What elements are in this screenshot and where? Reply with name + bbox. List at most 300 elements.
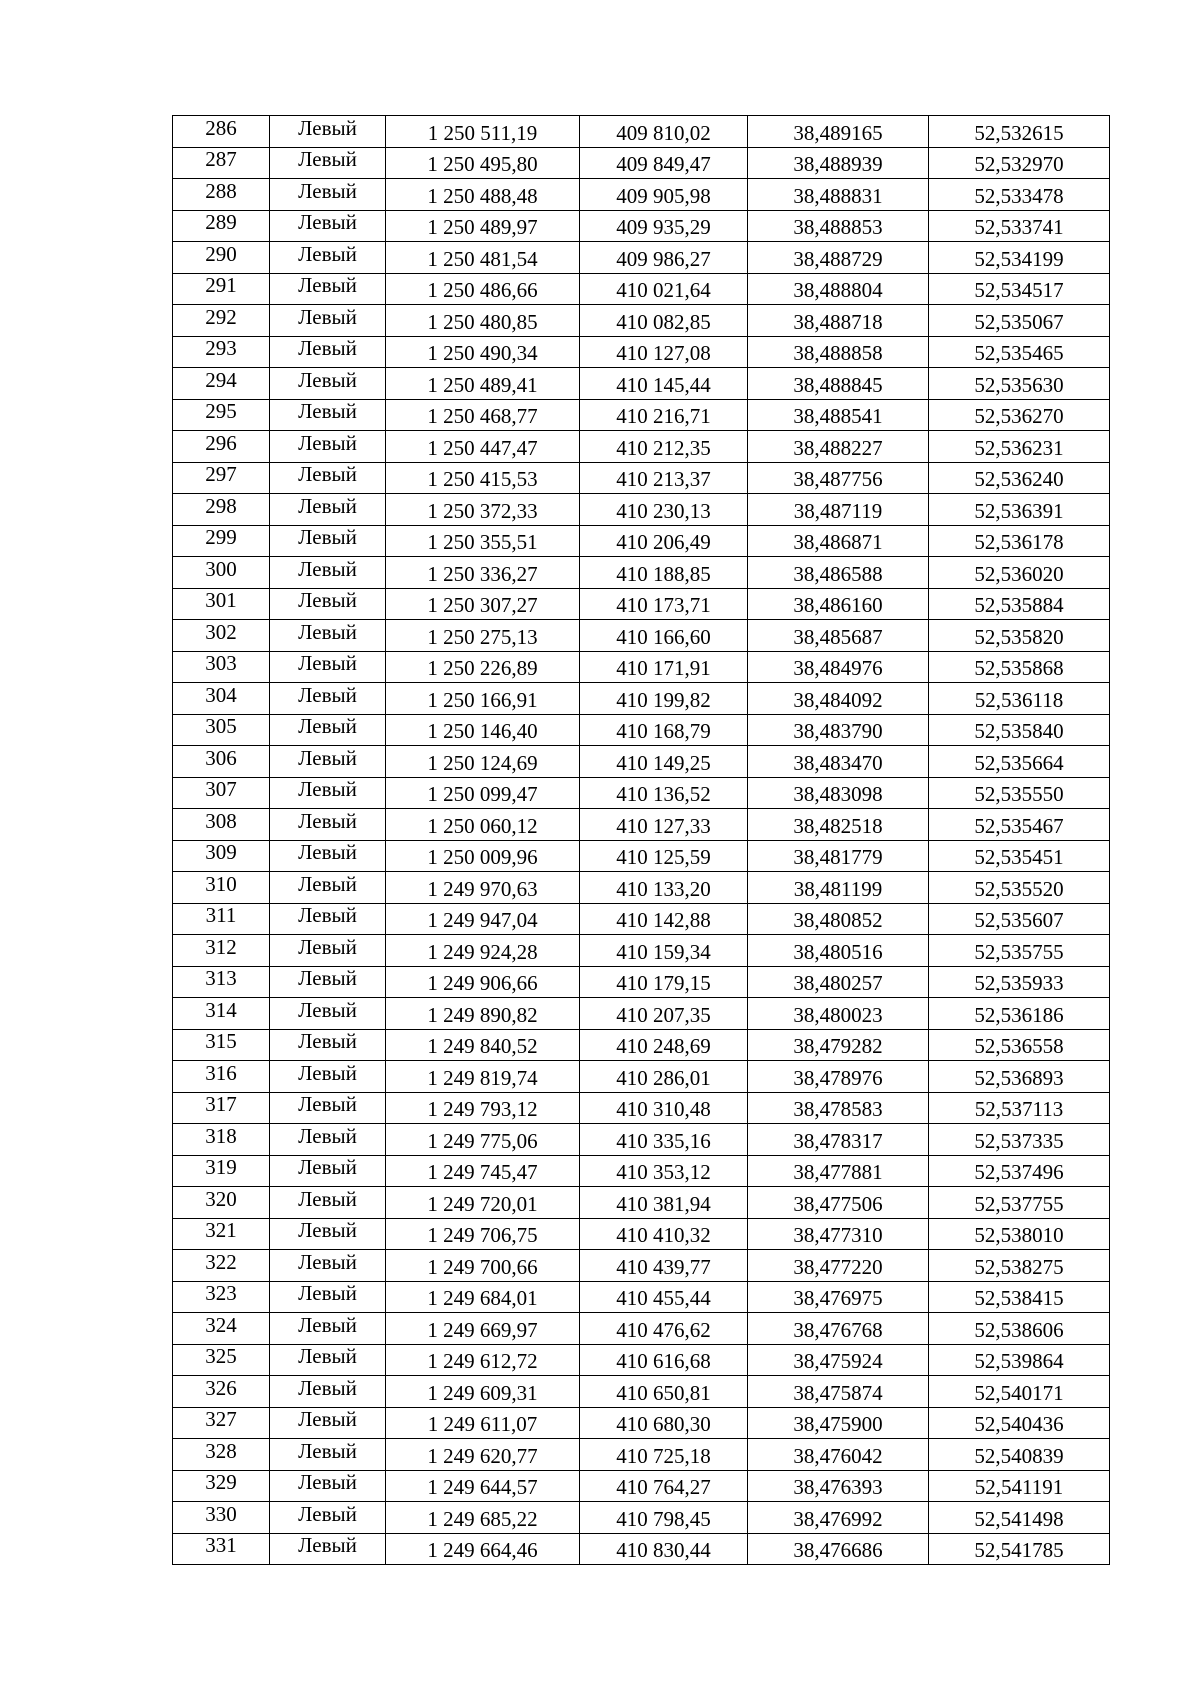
longitude-cell bbox=[748, 336, 929, 368]
cell-text: 320 bbox=[205, 1186, 237, 1211]
cell-text: Левый bbox=[298, 241, 357, 266]
point-number-cell bbox=[173, 368, 270, 400]
x-coordinate-cell bbox=[386, 903, 580, 935]
x-coordinate-cell bbox=[386, 336, 580, 368]
table-row bbox=[173, 336, 1110, 368]
cell-text: 38,488718 bbox=[793, 309, 883, 334]
cell-text: 1 249 720,01 bbox=[427, 1191, 538, 1216]
y-coordinate-cell bbox=[580, 210, 748, 242]
side-cell bbox=[270, 1407, 386, 1439]
cell-text: 38,481779 bbox=[793, 845, 883, 870]
table-row bbox=[173, 525, 1110, 557]
y-coordinate-cell bbox=[580, 1407, 748, 1439]
side-cell bbox=[270, 305, 386, 337]
side-cell bbox=[270, 1502, 386, 1534]
longitude-cell bbox=[748, 588, 929, 620]
cell-text: 410 410,32 bbox=[616, 1223, 711, 1248]
latitude-cell bbox=[929, 368, 1110, 400]
cell-text: 410 166,60 bbox=[616, 624, 711, 649]
side-cell bbox=[270, 809, 386, 841]
y-coordinate-cell bbox=[580, 1061, 748, 1093]
cell-text: 292 bbox=[205, 304, 237, 329]
longitude-cell bbox=[748, 179, 929, 211]
cell-text: 1 249 745,47 bbox=[427, 1160, 538, 1185]
point-number-cell bbox=[173, 242, 270, 274]
longitude-cell bbox=[748, 1187, 929, 1219]
cell-text: 410 455,44 bbox=[616, 1286, 711, 1311]
cell-text: 331 bbox=[205, 1533, 237, 1558]
latitude-cell bbox=[929, 1533, 1110, 1565]
longitude-cell bbox=[748, 1092, 929, 1124]
cell-text: Левый bbox=[298, 1375, 357, 1400]
longitude-cell bbox=[748, 1124, 929, 1156]
side-cell bbox=[270, 620, 386, 652]
cell-text: Левый bbox=[298, 1155, 357, 1180]
side-cell bbox=[270, 1029, 386, 1061]
table-row bbox=[173, 1092, 1110, 1124]
cell-text: Левый bbox=[298, 588, 357, 613]
side-cell bbox=[270, 1155, 386, 1187]
cell-text: 410 173,71 bbox=[616, 593, 711, 618]
table-row bbox=[173, 494, 1110, 526]
latitude-cell bbox=[929, 494, 1110, 526]
table-row bbox=[173, 1407, 1110, 1439]
point-number-cell bbox=[173, 1344, 270, 1376]
cell-text: 326 bbox=[205, 1375, 237, 1400]
cell-text: 410 830,44 bbox=[616, 1538, 711, 1563]
cell-text: 52,536240 bbox=[974, 467, 1064, 492]
latitude-cell bbox=[929, 462, 1110, 494]
longitude-cell bbox=[748, 1502, 929, 1534]
cell-text: 38,479282 bbox=[793, 1034, 883, 1059]
x-coordinate-cell bbox=[386, 305, 580, 337]
cell-text: 316 bbox=[205, 1060, 237, 1085]
cell-text: 38,476992 bbox=[793, 1506, 883, 1531]
side-cell bbox=[270, 872, 386, 904]
side-cell bbox=[270, 1439, 386, 1471]
latitude-cell bbox=[929, 620, 1110, 652]
y-coordinate-cell bbox=[580, 1029, 748, 1061]
longitude-cell bbox=[748, 651, 929, 683]
cell-text: 52,537335 bbox=[974, 1128, 1064, 1153]
cell-text: 315 bbox=[205, 1029, 237, 1054]
point-number-cell bbox=[173, 1470, 270, 1502]
cell-text: 38,486871 bbox=[793, 530, 883, 555]
cell-text: 410 171,91 bbox=[616, 656, 711, 681]
cell-text: 52,533741 bbox=[974, 215, 1064, 240]
cell-text: 304 bbox=[205, 682, 237, 707]
longitude-cell bbox=[748, 431, 929, 463]
cell-text: Левый bbox=[298, 1312, 357, 1337]
table-row bbox=[173, 651, 1110, 683]
cell-text: 1 250 009,96 bbox=[427, 845, 538, 870]
cell-text: 410 310,48 bbox=[616, 1097, 711, 1122]
cell-text: 317 bbox=[205, 1092, 237, 1117]
point-number-cell bbox=[173, 1124, 270, 1156]
cell-text: 38,480852 bbox=[793, 908, 883, 933]
table-row bbox=[173, 714, 1110, 746]
side-cell bbox=[270, 903, 386, 935]
cell-text: 410 798,45 bbox=[616, 1506, 711, 1531]
cell-text: 286 bbox=[205, 115, 237, 140]
point-number-cell bbox=[173, 1155, 270, 1187]
cell-text: 303 bbox=[205, 651, 237, 676]
x-coordinate-cell bbox=[386, 494, 580, 526]
x-coordinate-cell bbox=[386, 809, 580, 841]
point-number-cell bbox=[173, 1281, 270, 1313]
cell-text: 38,489165 bbox=[793, 120, 883, 145]
latitude-cell bbox=[929, 588, 1110, 620]
longitude-cell bbox=[748, 1029, 929, 1061]
y-coordinate-cell bbox=[580, 1092, 748, 1124]
table-row bbox=[173, 1281, 1110, 1313]
longitude-cell bbox=[748, 935, 929, 967]
latitude-cell bbox=[929, 840, 1110, 872]
cell-text: 410 168,79 bbox=[616, 719, 711, 744]
y-coordinate-cell bbox=[580, 1533, 748, 1565]
point-number-cell bbox=[173, 903, 270, 935]
cell-text: 38,488853 bbox=[793, 215, 883, 240]
cell-text: 308 bbox=[205, 808, 237, 833]
longitude-cell bbox=[748, 210, 929, 242]
y-coordinate-cell bbox=[580, 840, 748, 872]
cell-text: Левый bbox=[298, 966, 357, 991]
x-coordinate-cell bbox=[386, 1187, 580, 1219]
latitude-cell bbox=[929, 1092, 1110, 1124]
side-cell bbox=[270, 399, 386, 431]
coordinates-table-body bbox=[173, 116, 1110, 1565]
latitude-cell bbox=[929, 777, 1110, 809]
point-number-cell bbox=[173, 1502, 270, 1534]
point-number-cell bbox=[173, 210, 270, 242]
y-coordinate-cell bbox=[580, 777, 748, 809]
cell-text: 52,536178 bbox=[974, 530, 1064, 555]
cell-text: 1 249 700,66 bbox=[427, 1254, 538, 1279]
point-number-cell bbox=[173, 714, 270, 746]
longitude-cell bbox=[748, 1470, 929, 1502]
cell-text: 38,477220 bbox=[793, 1254, 883, 1279]
cell-text: 298 bbox=[205, 493, 237, 518]
side-cell bbox=[270, 462, 386, 494]
coordinates-table bbox=[172, 115, 1110, 1565]
table-row bbox=[173, 1218, 1110, 1250]
latitude-cell bbox=[929, 1313, 1110, 1345]
cell-text: 410 188,85 bbox=[616, 561, 711, 586]
longitude-cell bbox=[748, 966, 929, 998]
table-row bbox=[173, 935, 1110, 967]
longitude-cell bbox=[748, 777, 929, 809]
cell-text: 1 250 415,53 bbox=[427, 467, 538, 492]
y-coordinate-cell bbox=[580, 651, 748, 683]
cell-text: 305 bbox=[205, 714, 237, 739]
cell-text: Левый bbox=[298, 1407, 357, 1432]
longitude-cell bbox=[748, 1281, 929, 1313]
cell-text: 314 bbox=[205, 997, 237, 1022]
cell-text: 1 249 684,01 bbox=[427, 1286, 538, 1311]
x-coordinate-cell bbox=[386, 746, 580, 778]
cell-text: 293 bbox=[205, 336, 237, 361]
table-row bbox=[173, 903, 1110, 935]
cell-text: 38,488804 bbox=[793, 278, 883, 303]
cell-text: Левый bbox=[298, 1218, 357, 1243]
table-row bbox=[173, 1187, 1110, 1219]
point-number-cell bbox=[173, 179, 270, 211]
cell-text: 38,483790 bbox=[793, 719, 883, 744]
cell-text: 1 250 166,91 bbox=[427, 687, 538, 712]
side-cell bbox=[270, 336, 386, 368]
table-row bbox=[173, 1502, 1110, 1534]
side-cell bbox=[270, 1061, 386, 1093]
side-cell bbox=[270, 494, 386, 526]
cell-text: 287 bbox=[205, 147, 237, 172]
table-row bbox=[173, 1061, 1110, 1093]
cell-text: 1 249 620,77 bbox=[427, 1443, 538, 1468]
cell-text: 410 133,20 bbox=[616, 876, 711, 901]
x-coordinate-cell bbox=[386, 998, 580, 1030]
table-row bbox=[173, 1124, 1110, 1156]
y-coordinate-cell bbox=[580, 966, 748, 998]
latitude-cell bbox=[929, 431, 1110, 463]
latitude-cell bbox=[929, 242, 1110, 274]
table-row bbox=[173, 746, 1110, 778]
cell-text: 1 249 947,04 bbox=[427, 908, 538, 933]
longitude-cell bbox=[748, 525, 929, 557]
point-number-cell bbox=[173, 1376, 270, 1408]
cell-text: 38,476686 bbox=[793, 1538, 883, 1563]
latitude-cell bbox=[929, 1407, 1110, 1439]
cell-text: 52,538606 bbox=[974, 1317, 1064, 1342]
latitude-cell bbox=[929, 116, 1110, 148]
y-coordinate-cell bbox=[580, 494, 748, 526]
cell-text: Левый bbox=[298, 210, 357, 235]
cell-text: 52,536186 bbox=[974, 1002, 1064, 1027]
longitude-cell bbox=[748, 1218, 929, 1250]
table-row bbox=[173, 1376, 1110, 1408]
point-number-cell bbox=[173, 935, 270, 967]
cell-text: 52,534199 bbox=[974, 246, 1064, 271]
cell-text: 38,488858 bbox=[793, 341, 883, 366]
cell-text: 319 bbox=[205, 1155, 237, 1180]
cell-text: 52,535630 bbox=[974, 372, 1064, 397]
cell-text: 1 249 609,31 bbox=[427, 1380, 538, 1405]
longitude-cell bbox=[748, 872, 929, 904]
cell-text: 52,535664 bbox=[974, 750, 1064, 775]
x-coordinate-cell bbox=[386, 651, 580, 683]
longitude-cell bbox=[748, 273, 929, 305]
x-coordinate-cell bbox=[386, 1344, 580, 1376]
cell-text: 1 249 890,82 bbox=[427, 1002, 538, 1027]
cell-text: 409 810,02 bbox=[616, 120, 711, 145]
cell-text: 52,533478 bbox=[974, 183, 1064, 208]
latitude-cell bbox=[929, 1061, 1110, 1093]
y-coordinate-cell bbox=[580, 714, 748, 746]
latitude-cell bbox=[929, 998, 1110, 1030]
cell-text: 410 764,27 bbox=[616, 1475, 711, 1500]
cell-text: 52,535550 bbox=[974, 782, 1064, 807]
cell-text: 410 230,13 bbox=[616, 498, 711, 523]
x-coordinate-cell bbox=[386, 620, 580, 652]
point-number-cell bbox=[173, 116, 270, 148]
cell-text: 38,486160 bbox=[793, 593, 883, 618]
cell-text: Левый bbox=[298, 871, 357, 896]
table-row bbox=[173, 179, 1110, 211]
cell-text: 410 212,35 bbox=[616, 435, 711, 460]
latitude-cell bbox=[929, 714, 1110, 746]
cell-text: 409 905,98 bbox=[616, 183, 711, 208]
cell-text: 52,537755 bbox=[974, 1191, 1064, 1216]
x-coordinate-cell bbox=[386, 840, 580, 872]
longitude-cell bbox=[748, 116, 929, 148]
x-coordinate-cell bbox=[386, 1470, 580, 1502]
cell-text: 52,537113 bbox=[974, 1097, 1064, 1122]
cell-text: 410 207,35 bbox=[616, 1002, 711, 1027]
cell-text: Левый bbox=[298, 147, 357, 172]
cell-text: 38,482518 bbox=[793, 813, 883, 838]
cell-text: 52,536893 bbox=[974, 1065, 1064, 1090]
cell-text: 52,532970 bbox=[974, 152, 1064, 177]
side-cell bbox=[270, 1470, 386, 1502]
latitude-cell bbox=[929, 336, 1110, 368]
x-coordinate-cell bbox=[386, 431, 580, 463]
cell-text: 38,480516 bbox=[793, 939, 883, 964]
x-coordinate-cell bbox=[386, 1533, 580, 1565]
y-coordinate-cell bbox=[580, 1187, 748, 1219]
latitude-cell bbox=[929, 809, 1110, 841]
point-number-cell bbox=[173, 1407, 270, 1439]
cell-text: 38,476393 bbox=[793, 1475, 883, 1500]
point-number-cell bbox=[173, 966, 270, 998]
cell-text: 38,477506 bbox=[793, 1191, 883, 1216]
cell-text: Левый bbox=[298, 367, 357, 392]
table-row bbox=[173, 998, 1110, 1030]
cell-text: Левый bbox=[298, 1029, 357, 1054]
latitude-cell bbox=[929, 557, 1110, 589]
cell-text: 330 bbox=[205, 1501, 237, 1526]
y-coordinate-cell bbox=[580, 588, 748, 620]
latitude-cell bbox=[929, 1124, 1110, 1156]
cell-text: 52,540839 bbox=[974, 1443, 1064, 1468]
cell-text: 38,475900 bbox=[793, 1412, 883, 1437]
cell-text: Левый bbox=[298, 525, 357, 550]
longitude-cell bbox=[748, 494, 929, 526]
y-coordinate-cell bbox=[580, 1470, 748, 1502]
point-number-cell bbox=[173, 305, 270, 337]
x-coordinate-cell bbox=[386, 273, 580, 305]
cell-text: 38,486588 bbox=[793, 561, 883, 586]
latitude-cell bbox=[929, 872, 1110, 904]
side-cell bbox=[270, 368, 386, 400]
longitude-cell bbox=[748, 1250, 929, 1282]
cell-text: 321 bbox=[205, 1218, 237, 1243]
cell-text: Левый bbox=[298, 840, 357, 865]
x-coordinate-cell bbox=[386, 1250, 580, 1282]
cell-text: 1 250 060,12 bbox=[427, 813, 538, 838]
cell-text: 38,475874 bbox=[793, 1380, 883, 1405]
cell-text: 410 680,30 bbox=[616, 1412, 711, 1437]
cell-text: 323 bbox=[205, 1281, 237, 1306]
cell-text: 38,488729 bbox=[793, 246, 883, 271]
cell-text: Левый bbox=[298, 1186, 357, 1211]
x-coordinate-cell bbox=[386, 683, 580, 715]
side-cell bbox=[270, 210, 386, 242]
y-coordinate-cell bbox=[580, 462, 748, 494]
point-number-cell bbox=[173, 336, 270, 368]
cell-text: 1 250 124,69 bbox=[427, 750, 538, 775]
cell-text: 1 249 775,06 bbox=[427, 1128, 538, 1153]
point-number-cell bbox=[173, 147, 270, 179]
cell-text: 1 250 372,33 bbox=[427, 498, 538, 523]
longitude-cell bbox=[748, 714, 929, 746]
cell-text: 1 250 511,19 bbox=[427, 120, 538, 145]
cell-text: Левый bbox=[298, 934, 357, 959]
cell-text: 52,541498 bbox=[974, 1506, 1064, 1531]
y-coordinate-cell bbox=[580, 935, 748, 967]
cell-text: 38,478583 bbox=[793, 1097, 883, 1122]
cell-text: 1 250 275,13 bbox=[427, 624, 538, 649]
latitude-cell bbox=[929, 1029, 1110, 1061]
cell-text: 38,488831 bbox=[793, 183, 883, 208]
cell-text: Левый bbox=[298, 336, 357, 361]
cell-text: 1 250 486,66 bbox=[427, 278, 538, 303]
cell-text: 410 199,82 bbox=[616, 687, 711, 712]
cell-text: Левый bbox=[298, 1438, 357, 1463]
x-coordinate-cell bbox=[386, 1376, 580, 1408]
cell-text: 52,535607 bbox=[974, 908, 1064, 933]
table-row bbox=[173, 462, 1110, 494]
table-row bbox=[173, 1439, 1110, 1471]
latitude-cell bbox=[929, 210, 1110, 242]
cell-text: 410 476,62 bbox=[616, 1317, 711, 1342]
cell-text: 52,541191 bbox=[974, 1475, 1064, 1500]
x-coordinate-cell bbox=[386, 462, 580, 494]
cell-text: 38,481199 bbox=[793, 876, 883, 901]
cell-text: 410 021,64 bbox=[616, 278, 711, 303]
cell-text: 310 bbox=[205, 871, 237, 896]
cell-text: 291 bbox=[205, 273, 237, 298]
x-coordinate-cell bbox=[386, 147, 580, 179]
cell-text: 410 206,49 bbox=[616, 530, 711, 555]
cell-text: 1 249 924,28 bbox=[427, 939, 538, 964]
y-coordinate-cell bbox=[580, 431, 748, 463]
cell-text: 1 250 355,51 bbox=[427, 530, 538, 555]
cell-text: 38,478976 bbox=[793, 1065, 883, 1090]
cell-text: 312 bbox=[205, 934, 237, 959]
side-cell bbox=[270, 714, 386, 746]
cell-text: 410 082,85 bbox=[616, 309, 711, 334]
y-coordinate-cell bbox=[580, 273, 748, 305]
side-cell bbox=[270, 1533, 386, 1565]
latitude-cell bbox=[929, 305, 1110, 337]
point-number-cell bbox=[173, 494, 270, 526]
cell-text: 1 249 906,66 bbox=[427, 971, 538, 996]
cell-text: 1 249 664,46 bbox=[427, 1538, 538, 1563]
table-row bbox=[173, 588, 1110, 620]
point-number-cell bbox=[173, 1250, 270, 1282]
latitude-cell bbox=[929, 1376, 1110, 1408]
cell-text: 409 849,47 bbox=[616, 152, 711, 177]
cell-text: 409 986,27 bbox=[616, 246, 711, 271]
cell-text: 52,536020 bbox=[974, 561, 1064, 586]
cell-text: Левый bbox=[298, 1249, 357, 1274]
point-number-cell bbox=[173, 1533, 270, 1565]
table-row bbox=[173, 840, 1110, 872]
latitude-cell bbox=[929, 1187, 1110, 1219]
table-row bbox=[173, 809, 1110, 841]
cell-text: 1 250 447,47 bbox=[427, 435, 538, 460]
cell-text: 52,540171 bbox=[974, 1380, 1064, 1405]
side-cell bbox=[270, 1313, 386, 1345]
y-coordinate-cell bbox=[580, 336, 748, 368]
